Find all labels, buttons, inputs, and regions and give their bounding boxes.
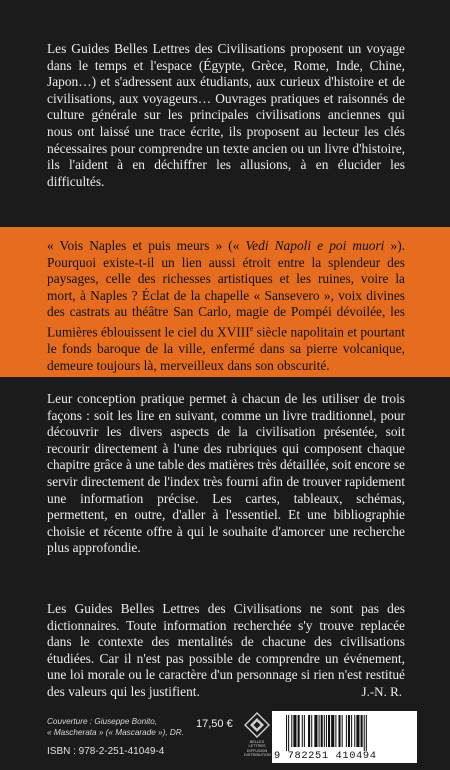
naples-body-text: Pourquoi existe-t-il un lien aussi étroit entre la splendeur des paysages, celle des richesses artistiques et les ruines, voire la mort, à Naples ? Éclat de la chapelle « Sansevero », voix divines des castrats au théâtre San Carlo, magie de Pompéi dévoilée, les Lumières éblouissent le ciel du XVIII <box>47 254 405 340</box>
quote-french: « Vois Naples et puis meurs » (« <box>47 238 246 253</box>
naples-paragraph <box>47 238 405 374</box>
barcode-bar <box>326 715 327 747</box>
barcode-bar <box>361 715 363 747</box>
barcode-bar <box>342 715 343 747</box>
price-label: 17,50 € <box>196 718 233 730</box>
barcode-bar <box>346 715 347 747</box>
century-superscript: e <box>249 323 254 333</box>
publisher-logo-text <box>244 740 270 758</box>
logo-text-line-1: BELLES LETTRES <box>248 740 266 749</box>
quote-italian: Vedi Napoli e poi muori <box>245 238 385 253</box>
isbn-label: ISBN : 978-2-251-41049-4 <box>47 746 165 757</box>
barcode-bar <box>293 715 296 747</box>
barcode-bar <box>331 715 334 747</box>
barcode-bar <box>302 715 303 747</box>
barcode-bar <box>339 715 341 747</box>
barcode-bar <box>354 715 355 747</box>
barcode-bar <box>366 715 367 751</box>
barcode-bar <box>335 715 336 747</box>
barcode-bar <box>308 715 310 747</box>
logo-text-line-3: DISTRIBUTION <box>244 753 271 758</box>
barcode-bar <box>288 715 289 751</box>
barcode-bar <box>298 715 300 747</box>
barcode-digits: 9 782251 410494 <box>274 750 377 762</box>
quote-close: »). <box>384 238 405 253</box>
barcode-bar <box>356 715 359 747</box>
author-signature: J.-N. R. <box>361 684 402 699</box>
barcode-bar <box>291 715 292 747</box>
barcode-bar <box>324 715 325 747</box>
barcode <box>272 711 417 763</box>
barcode-bar <box>314 715 317 747</box>
barcode-bar <box>286 715 287 751</box>
naples-body-text-end: siècle napolitain et pourtant le fonds baroque de la ville, enfermé dans sa pierre volcanique, demeure toujours là, merveilleux dans son obscurité. <box>47 324 405 373</box>
barcode-bar <box>319 715 320 747</box>
barcode-bar <box>364 715 365 751</box>
cover-credits <box>47 717 184 738</box>
publisher-logo-icon <box>244 712 270 738</box>
intro-paragraph: Les Guides Belles Lettres des Civilisations proposent un voyage dans le temps et l'espace (Égypte, Grèce, Rome, Inde, Chine, Japon…) et s'adressent aux étudiants, aux curieux d'histoire et de civilisations, aux voyageurs… Ouvrages pratiques et raisonnés de culture générale sur les principales civilisations anciennes qui nous ont laissé une trace écrite, ils proposent au lecteur les clés nécessaires pour comprendre un texte ancien ou un livre d'histoire, ils l'aident à en déchiffrer les allusions, à en élucider les difficultés. <box>47 41 405 189</box>
credits-line-1: Couverture : Giuseppe Bonito, <box>47 717 158 726</box>
credits-line-2: « Mascherata » (« Mascarade »), DR. <box>47 727 184 737</box>
barcode-bar <box>348 715 350 747</box>
barcode-bar <box>328 715 330 747</box>
barcode-bar <box>351 715 352 747</box>
barcode-bar <box>311 715 312 747</box>
logo-text-line-2: DIFFUSION <box>246 748 268 753</box>
barcode-bars <box>286 715 404 751</box>
dictionaries-paragraph: Les Guides Belles Lettres des Civilisations ne sont pas des dictionnaires. Toute information recherchée s'y trouve replacée dans le contexte des mentalités de chacune des civilisations étudiées. Car il n'est pas possible de comprendre un événement, une loi morale ou le caractère d'un personnage si rien n'est restitué des valeurs qui les justifient. <box>47 601 405 699</box>
conception-paragraph: Leur conception pratique permet à chacun de les utiliser de trois façons : soit les lire en suivant, comme un livre traditionnel, pour découvrir les divers aspects de la civilisation présentée, soit recourir directement à l'une des rubriques qui composent chaque chapitre grâce à une table des matières très détaillée, soit encore se servir directement de l'index très fourni afin de trouver rapidement une information précise. Les cartes, tableaux, schémas, permettent, en outre, d'aller à l'essentiel. Et une bibliographie choisie et récente offre à qui le souhaite d'amorcer une recherche plus approfondie. <box>47 391 405 556</box>
barcode-bar <box>304 715 305 747</box>
barcode-bar <box>321 715 323 747</box>
